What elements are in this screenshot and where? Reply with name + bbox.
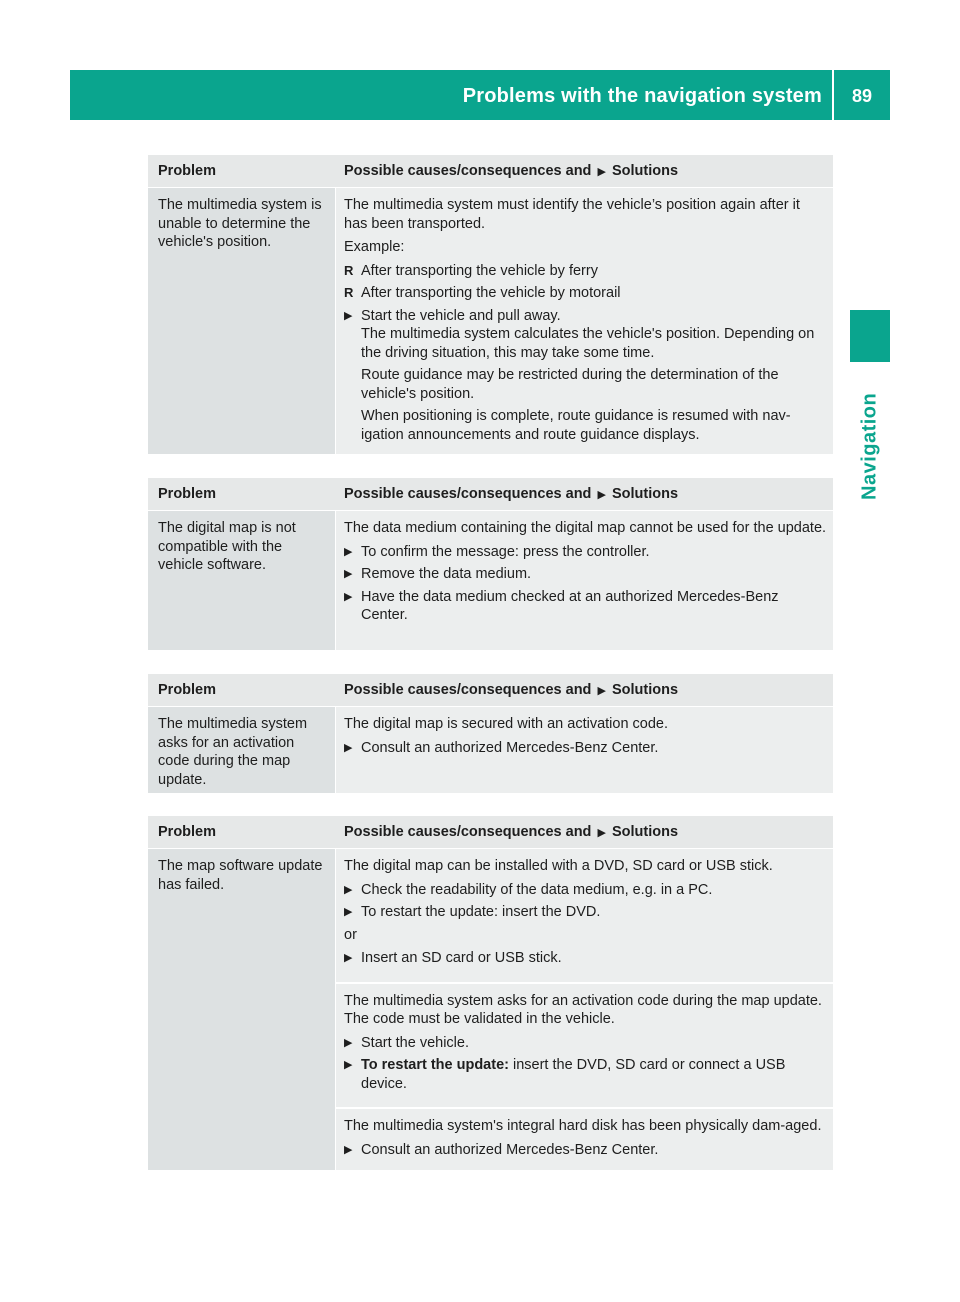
bullet-icon: R xyxy=(344,262,354,278)
column-header-problem: Problem xyxy=(158,486,217,502)
problem-table-activation xyxy=(148,674,833,793)
column-header-problem: Problem xyxy=(158,682,217,698)
list-item: R After transporting the vehicle by ferry xyxy=(344,262,598,279)
solutions-cell: The digital map is secured with an activation code. ▶ Consult an authorized Mercedes-Benz Center. xyxy=(336,707,833,793)
problem-cell: The multimedia system asks for an activation code during the map update. xyxy=(148,707,336,793)
page-title: Problems with the navigation system xyxy=(462,85,822,107)
step-item: ▶ Consult an authorized Mercedes-Benz Center. xyxy=(344,739,659,756)
page-number: 89 xyxy=(851,86,873,106)
problem-table-position xyxy=(148,155,833,454)
play-arrow-icon: ▶ xyxy=(344,568,353,580)
table-header-row xyxy=(148,674,833,707)
solutions-cell: The data medium containing the digital map cannot be used for the update. ▶ To confirm the message: press the controller. ▶ Remove the data medium. ▶ Have the data medium checked at an authorized Mercedes-Benz Center. xyxy=(336,511,833,650)
bullet-icon: R xyxy=(344,285,354,300)
table-header-row xyxy=(148,155,833,188)
problem-cell: The map software update has failed. xyxy=(148,849,336,1170)
problem-cell: The digital map is not compatible with the vehicle software. xyxy=(148,511,336,650)
step-item: ▶ Insert an SD card or USB stick. xyxy=(344,950,562,966)
column-header-problem: Problem xyxy=(158,824,217,840)
play-arrow-icon: ▶ xyxy=(344,309,353,322)
step-item: ▶ Consult an authorized Mercedes-Benz Center. xyxy=(344,1141,659,1158)
step-item: ▶ Check the readability of the data medium, e.g. in a PC. xyxy=(344,881,713,898)
column-header-solutions: Possible causes/consequences and ▶ Solutions xyxy=(344,682,679,698)
problem-cell: The multimedia system is unable to determine the vehicle's position. xyxy=(148,188,336,454)
table-row xyxy=(148,849,833,1170)
section-marker xyxy=(850,310,890,362)
play-arrow-icon: ▶ xyxy=(344,590,353,603)
play-arrow-icon: ▶ xyxy=(597,827,606,839)
problem-table-update-failed xyxy=(148,816,833,1170)
step-item: ▶ To restart the update: insert the DVD. xyxy=(344,904,601,920)
step-item: ▶ Start the vehicle and pull away. The multimedia system calculates the vehicle's position. Depending on the driving situation, this may take some time. Route guidance may be restricted during the determination of the vehicle's position. When positioning is complete, route guidance is resumed with nav-igation announcements and route guidance displays. xyxy=(344,307,815,443)
column-header-solutions: Possible causes/consequences and ▶ Solutions xyxy=(344,824,679,840)
section-label: Navigation xyxy=(858,392,881,500)
column-header-solutions: Possible causes/consequences and ▶ Solutions xyxy=(344,163,679,179)
play-arrow-icon: ▶ xyxy=(344,545,353,558)
problem-table-compatibility xyxy=(148,478,833,650)
play-arrow-icon: ▶ xyxy=(597,166,606,178)
page-header xyxy=(70,70,890,120)
step-item: ▶ Have the data medium checked at an authorized Mercedes-Benz Center. xyxy=(344,588,779,623)
table-header-row xyxy=(148,816,833,849)
play-arrow-icon: ▶ xyxy=(344,1059,353,1071)
step-item: ▶ To restart the update: insert the DVD, SD card or connect a USB device. xyxy=(344,1057,786,1092)
play-arrow-icon: ▶ xyxy=(344,1036,353,1049)
step-item: ▶ Remove the data medium. xyxy=(344,566,532,582)
table-row xyxy=(148,188,833,454)
list-item: R After transporting the vehicle by motorail xyxy=(344,285,621,301)
table-row xyxy=(148,511,833,650)
play-arrow-icon: ▶ xyxy=(344,906,353,918)
play-arrow-icon: ▶ xyxy=(344,883,353,896)
column-header-solutions: Possible causes/consequences and ▶ Solutions xyxy=(344,486,679,502)
table-row xyxy=(148,707,833,793)
column-header-problem: Problem xyxy=(158,163,217,179)
play-arrow-icon: ▶ xyxy=(344,741,353,754)
table-header-row xyxy=(148,478,833,511)
step-item: ▶ Start the vehicle. xyxy=(344,1034,469,1051)
play-arrow-icon: ▶ xyxy=(344,952,353,964)
solutions-cell: The multimedia system must identify the vehicle’s position again after it has been transported. Example: R After transporting the vehicle by ferry R After transporting the vehicle by motorail ▶ Start the vehicle and pull away. The multimedia system calculates the vehicle's position. Depending on the driving situation, this may take some time. Route guidance may be restricted during the determination of the vehicle's position. When positioning is complete, route guidance is resumed with nav-igation announcements and route guidance displays. xyxy=(336,188,833,454)
solutions-cell: The digital map can be installed with a DVD, SD card or USB stick. ▶ Check the readability of the data medium, e.g. in a PC. ▶ To restart the update: insert the DVD. or ▶ Insert an SD card or USB stick. The multimedia system asks for an activation code during the map update. The code must be validated in the vehicle. ▶ Start the vehicle. ▶ To restart the update: insert the DVD, SD card or connect a USB device. The multimedia system's integral hard disk has been physically dam-aged. ▶ Consult an authorized Mercedes-Benz Center. xyxy=(336,849,833,1170)
step-item: ▶ To confirm the message: press the controller. xyxy=(344,543,650,560)
play-arrow-icon: ▶ xyxy=(597,489,606,501)
play-arrow-icon: ▶ xyxy=(344,1143,353,1156)
play-arrow-icon: ▶ xyxy=(597,685,606,697)
